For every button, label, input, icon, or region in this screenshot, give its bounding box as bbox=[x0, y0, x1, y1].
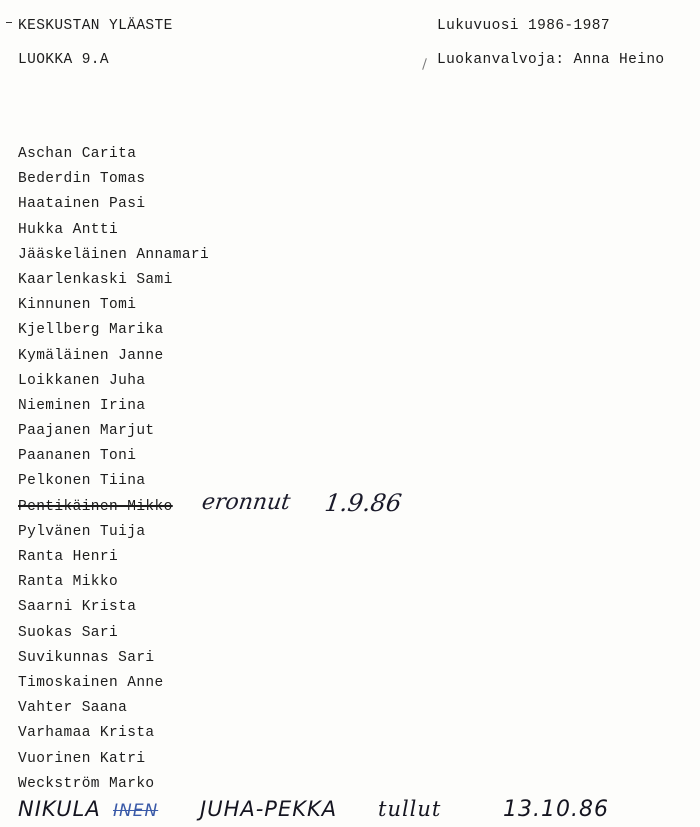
student-name: Varhamaa Krista bbox=[18, 725, 155, 742]
handwritten-dropped-note: eronnut bbox=[200, 490, 292, 515]
student-name: Kaarlenkaski Sami bbox=[18, 271, 173, 288]
pen-mark bbox=[422, 58, 427, 70]
student-list bbox=[18, 146, 209, 801]
student-name: Paajanen Marjut bbox=[18, 423, 155, 440]
handwritten-dropped-date: 1.9.86 bbox=[323, 489, 404, 517]
student-name: Jääskeläinen Annamari bbox=[18, 246, 210, 263]
student-name: Bederdin Tomas bbox=[18, 171, 146, 188]
student-name: Ranta Henri bbox=[18, 549, 119, 565]
student-name: Kinnunen Tomi bbox=[18, 297, 137, 314]
new-student-first-name: JUHA-PEKKA bbox=[200, 797, 338, 821]
handwritten-new-student bbox=[18, 797, 698, 827]
student-name: Weckström Marko bbox=[18, 775, 155, 792]
student-name: Kymäläinen Janne bbox=[18, 347, 164, 364]
student-name: Pelkonen Tiina bbox=[18, 473, 146, 490]
student-name: Ranta Mikko bbox=[18, 574, 119, 591]
new-student-surname-suffix: INEN bbox=[113, 801, 159, 821]
student-name: Pylvänen Tuija bbox=[18, 523, 146, 540]
student-name: Suvikunnas Sari bbox=[18, 649, 155, 666]
student-name: Suokas Sari bbox=[18, 624, 119, 641]
student-name: Loikkanen Juha bbox=[18, 372, 146, 389]
student-name-struck: Pentikäinen Mikko bbox=[18, 498, 173, 515]
student-name: Vuorinen Katri bbox=[18, 750, 146, 767]
new-student-surname: NIKULA bbox=[18, 797, 101, 821]
student-name: Paananen Toni bbox=[18, 448, 137, 465]
student-name: Aschan Carita bbox=[18, 146, 137, 162]
student-name: Haatainen Pasi bbox=[18, 196, 146, 213]
student-name: Hukka Antti bbox=[18, 221, 119, 238]
class-name: LUOKKA 9.A bbox=[18, 52, 110, 68]
school-year: Lukuvuosi 1986-1987 bbox=[437, 18, 610, 34]
student-name: Nieminen Irina bbox=[18, 397, 146, 414]
handwritten-joined-note: tullut bbox=[378, 797, 442, 821]
school-name: KESKUSTAN YLÄASTE bbox=[18, 18, 173, 34]
class-teacher: Luokanvalvoja: Anna Heino bbox=[437, 52, 665, 68]
student-name: Timoskainen Anne bbox=[18, 674, 164, 691]
handwritten-joined-date: 13.10.86 bbox=[503, 797, 609, 822]
student-name: Saarni Krista bbox=[18, 599, 137, 616]
margin-mark bbox=[6, 22, 12, 23]
student-name: Vahter Saana bbox=[18, 700, 128, 717]
student-name: Kjellberg Marika bbox=[18, 322, 164, 339]
